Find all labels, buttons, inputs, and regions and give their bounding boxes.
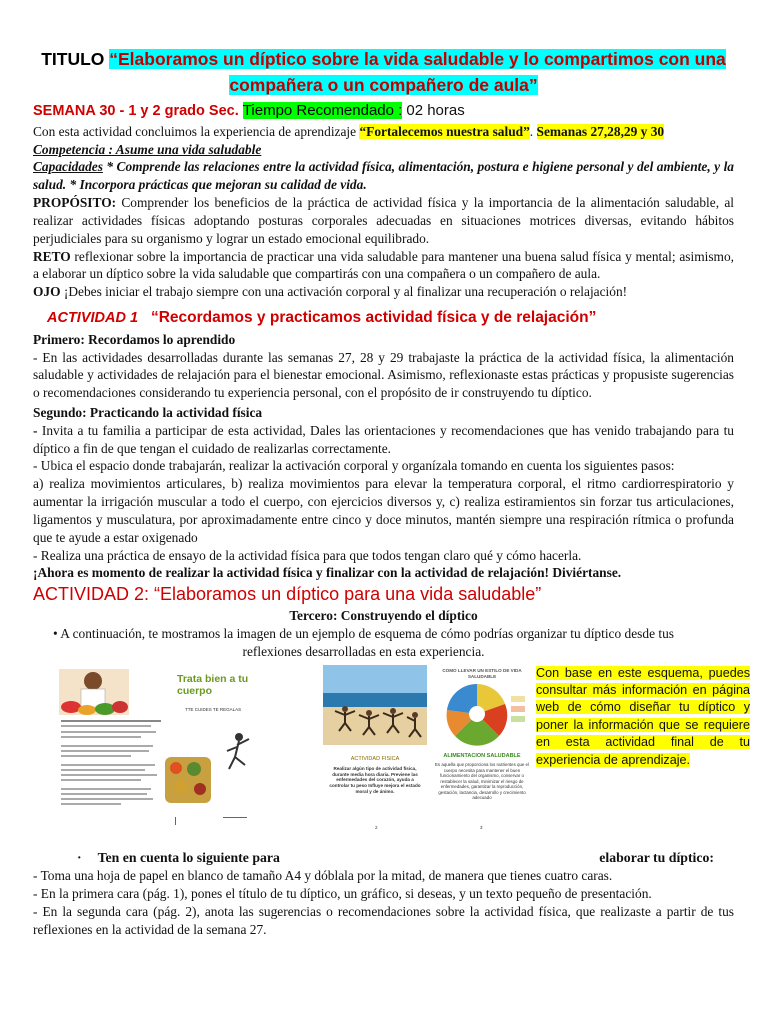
week-label: SEMANA 30 - 1 y 2 grado Sec. [33, 102, 239, 119]
second-p2: - Ubica el espacio donde trabajarán, realizar la activación corporal y organízala tomando en cuenta los siguientes pasos: [33, 458, 675, 474]
tips-heading [33, 849, 734, 867]
third-heading: Tercero: Construyendo el díptico [289, 608, 478, 624]
week-line [33, 101, 734, 121]
document-title [33, 0, 734, 99]
tips-right: elaborar tu díptico: [599, 849, 714, 865]
activity1-title: “Recordamos y practicamos actividad física y de relajación” [150, 309, 597, 327]
figure-panel-2 [323, 665, 427, 837]
purpose-paragraph [33, 194, 734, 247]
intro-paragraph: Con esta actividad concluimos la experiencia de aprendizaje “Fortalecemos nuestra salud”. Semanas 27,28,29 y 30 [33, 123, 665, 139]
first-text: - En las actividades desarrolladas durante las semanas 27, 28 y 29 trabajaste la práctica de la actividad física, la alimentación saludable y actividades de relajación para el bienestar emocional. Asimismo, reflexionaste estas prácticas y propusiste sugerencias o recomendaciones considerando tu experiencia personal, con el propósito de ir construyendo tu díptico. [33, 349, 734, 401]
weeks-label: Semanas 27,28,29 y 30 [536, 123, 665, 139]
activity1-closing: ¡Ahora es momento de realizar la actividad física y finalizar con la actividad de relajación! Diviértanse. [33, 565, 622, 581]
competence-text: Competencia : Asume una vida saludable [33, 141, 262, 157]
panel2-page-number: 2 [375, 824, 378, 830]
figure-panel-3 [431, 665, 533, 837]
experience-name: “Fortalecemos nuestra salud” [359, 123, 530, 139]
note-paragraph [33, 283, 734, 301]
panel2-beach-photo [323, 665, 427, 745]
intro-text: Con esta actividad concluimos la experiencia de aprendizaje [33, 123, 360, 139]
panel1-subtitle: TTE CUIDES TE REGALAS [185, 706, 242, 712]
purpose-text: Comprender los beneficios de la práctica de actividad física y la importancia de la alimentación saludable, al realizar actividades físicas adoptando posturas corporales adecuadas en situaciones motrices diversas, evitando hábitos perjudiciales para su organismo y lograr un estado emocional equilibrado. [33, 195, 734, 246]
activity1-heading [47, 308, 734, 329]
capacities-paragraph [33, 158, 734, 194]
second-p3: a) realiza movimientos articulares, b) realiza movimientos para elevar la temperatura corporal, el ritmo cardiorrespiratorio y aumentar la irrigación muscular a todo el cuerpo, con ejercicios diversos y, c) realiza estiramientos sin forzar tus articulaciones, ligamentos y musculatura, por aproximadamente entre cinco y doce minutos, mantén siempre una respiración rítmica o profunda que te ayude a estar oxigenado [33, 476, 734, 545]
panel3-food-wheel [431, 680, 533, 746]
step-2: - En la primera cara (pág. 1), pones el título de tu díptico, un gráfico, si deseas, y un texto pequeño de presentación. [33, 885, 652, 901]
figure-side-note: Con base en este esquema, puedes consultar más información en página web de cómo diseñar tu díptico y poner la información que se requiere en esta actividad final de tu experiencia de aprendizaje. [536, 665, 750, 767]
second-p4: - Realiza una práctica de ensayo de la actividad física para que todos tengan claro qué y cómo hacerla. [33, 547, 582, 563]
panel2-text: Realizar algún tipo de actividad física, durante media hora diaria. Previene las enfermedades del corazón, ayuda a controlar tu peso Influye mejora el estado moral y de ánimo. [329, 765, 421, 794]
tips-left: · Ten en cuenta lo siguiente para [77, 849, 280, 865]
panel1-title: Trata bien a tu cuerpo [177, 672, 249, 698]
time-label: Tiempo Recomendado : [242, 101, 403, 119]
time-value: 02 horas [406, 101, 465, 119]
title-text: “Elaboramos un díptico sobre la vida saludable y lo compartimos con una compañera o un compañero de aula” [109, 49, 726, 96]
panel3-page-number: 3 [480, 824, 483, 830]
third-text: • A continuación, te mostramos la imagen de un ejemplo de esquema de cómo podrías organizar tu díptico desde tus reflexiones desarrolladas en esta experiencia. [53, 626, 674, 659]
activity1-label: ACTIVIDAD 1 [47, 310, 139, 327]
panel3-title: COMO LLEVAR UN ESTILO DE VIDA SALUDABLE [442, 667, 522, 679]
title-prefix: TITULO [41, 49, 110, 69]
figure-panel-1 [53, 665, 263, 835]
note-label: OJO [33, 284, 61, 300]
challenge-paragraph [33, 248, 734, 284]
second-heading: Segundo: Practicando la actividad física [33, 404, 263, 420]
panel2-caption: ACTIVIDAD FISICA [350, 755, 400, 762]
capacities-text: * Comprende las relaciones entre la actividad física, alimentación, postura e higiene personal y del ambiente, y la salud. * Incorpora prácticas que mejoran su calidad de vida. [33, 159, 734, 193]
panel3-caption: ALIMENTACION SALUDABLE [443, 752, 521, 759]
challenge-text: reflexionar sobre la importancia de practicar una vida saludable para mantener una buena salud física y mental; asimismo, a elaborar un díptico sobre la vida saludable que compartirás con una compañera o un compañero de aula. [33, 248, 734, 282]
step-1: - Toma una hoja de papel en blanco de tamaño A4 y dóblala por la mitad, de manera que tienes cuatro caras. [33, 868, 613, 884]
panel3-text: Es aquella que proporciona los nutrientes que el cuerpo necesita para mantener el buen funcionamiento del organismo, conservar o restablecer la salud, minimizar el riesgo de enfermedades, garantizar la reproducción, gestación, lactancia, desarrollo y crecimiento adecuado [435, 762, 529, 801]
purpose-label: PROPÓSITO: [33, 195, 117, 211]
capacities-label: Capacidades [33, 159, 103, 175]
second-p1: - Invita a tu familia a participar de esta actividad, Dales las orientaciones y recomendaciones que has venido trabajando para tu díptico a fin de que tengan el cuidado de realizarlas correctamente. [33, 422, 734, 456]
first-heading: Primero: Recordamos lo aprendido [33, 331, 236, 347]
diptych-example-figure [33, 665, 750, 847]
note-text: ¡Debes iniciar el trabajo siempre con una activación corporal y al finalizar una recuperación o relajación! [60, 284, 628, 300]
activity2-heading: ACTIVIDAD 2: “Elaboramos un díptico para una vida saludable” [33, 584, 542, 605]
challenge-label: RETO [33, 248, 71, 264]
competence-line [33, 141, 734, 159]
step-3: - En la segunda cara (pág. 2), anota las sugerencias o recomendaciones sobre la actividad física, que realizaste a partir de tus reflexiones en la actividad de la semana 27. [33, 903, 734, 937]
